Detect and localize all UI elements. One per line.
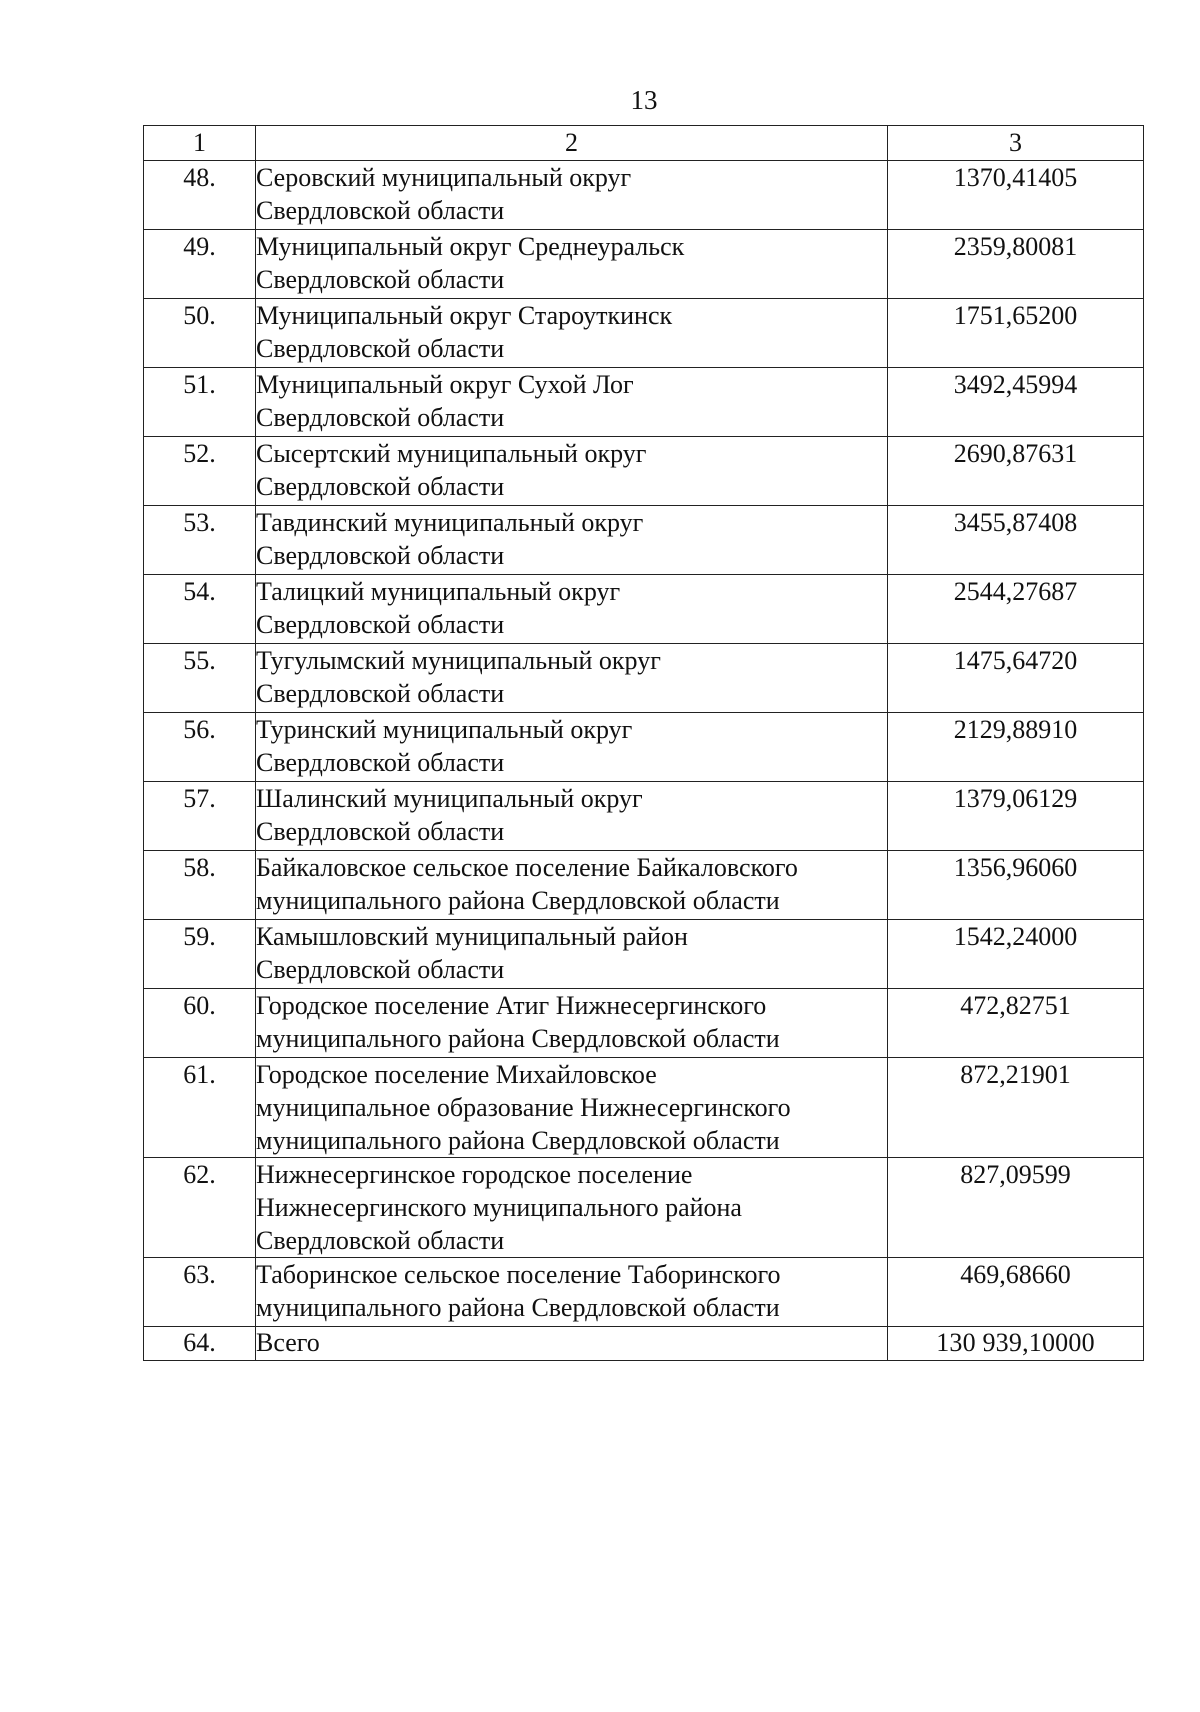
name-line: Свердловской области	[256, 955, 505, 984]
municipality-name	[256, 368, 888, 437]
name-line: Камышловский муниципальный район	[256, 922, 688, 951]
name-line: Тавдинский муниципальный округ	[256, 508, 644, 537]
amount-value: 469,68660	[888, 1258, 1144, 1327]
table-row	[144, 644, 1144, 713]
amount-value: 472,82751	[888, 989, 1144, 1058]
name-line: муниципального района Свердловской области	[256, 1024, 780, 1053]
name-line: Тугулымский муниципальный округ	[256, 646, 661, 675]
name-line: Свердловской области	[256, 748, 505, 777]
table-row	[144, 437, 1144, 506]
name-line: Свердловской области	[256, 472, 505, 501]
row-number: 48.	[144, 161, 256, 230]
table-row	[144, 575, 1144, 644]
municipality-name	[256, 644, 888, 713]
table-row	[144, 1058, 1144, 1158]
name-line: Шалинский муниципальный округ	[256, 784, 643, 813]
name-line: Муниципальный округ Среднеуральск	[256, 232, 685, 261]
table-row	[144, 161, 1144, 230]
table-row	[144, 230, 1144, 299]
name-line: Свердловской области	[256, 541, 505, 570]
name-line: Свердловской области	[256, 1226, 505, 1255]
row-number: 64.	[144, 1327, 256, 1361]
name-line: Городское поселение Атиг Нижнесергинского	[256, 991, 767, 1020]
municipality-name	[256, 575, 888, 644]
amount-value: 2359,80081	[888, 230, 1144, 299]
row-number: 57.	[144, 782, 256, 851]
amount-value: 2129,88910	[888, 713, 1144, 782]
amount-value: 3492,45994	[888, 368, 1144, 437]
table-row	[144, 506, 1144, 575]
name-line: Свердловской области	[256, 403, 505, 432]
table-row	[144, 851, 1144, 920]
amount-value: 1379,06129	[888, 782, 1144, 851]
name-line: Свердловской области	[256, 334, 505, 363]
name-line: Талицкий муниципальный округ	[256, 577, 621, 606]
row-number: 54.	[144, 575, 256, 644]
amount-value: 827,09599	[888, 1158, 1144, 1258]
table-row	[144, 782, 1144, 851]
name-line: муниципального района Свердловской области	[256, 1126, 780, 1155]
table-row	[144, 299, 1144, 368]
table-row	[144, 713, 1144, 782]
amount-value: 2690,87631	[888, 437, 1144, 506]
name-line: Свердловской области	[256, 610, 505, 639]
municipality-name	[256, 1158, 888, 1258]
table-row	[144, 1158, 1144, 1258]
column-header-name: 2	[256, 126, 888, 161]
row-number: 63.	[144, 1258, 256, 1327]
municipality-name	[256, 230, 888, 299]
name-line: Таборинское сельское поселение Таборинского	[256, 1260, 781, 1289]
amount-value: 1751,65200	[888, 299, 1144, 368]
name-line: Свердловской области	[256, 196, 505, 225]
municipality-name	[256, 161, 888, 230]
column-header-number: 1	[144, 126, 256, 161]
name-line: муниципального района Свердловской области	[256, 1293, 780, 1322]
row-number: 62.	[144, 1158, 256, 1258]
total-row	[144, 1327, 1144, 1361]
name-line: Свердловской области	[256, 817, 505, 846]
row-number: 53.	[144, 506, 256, 575]
name-line: Муниципальный округ Сухой Лог	[256, 370, 634, 399]
row-number: 60.	[144, 989, 256, 1058]
amount-value: 1356,96060	[888, 851, 1144, 920]
municipality-name	[256, 1258, 888, 1327]
municipality-name	[256, 437, 888, 506]
row-number: 61.	[144, 1058, 256, 1158]
row-number: 51.	[144, 368, 256, 437]
table-row	[144, 368, 1144, 437]
name-line: Серовский муниципальный округ	[256, 163, 632, 192]
column-header-value: 3	[888, 126, 1144, 161]
amount-value: 2544,27687	[888, 575, 1144, 644]
municipality-name	[256, 299, 888, 368]
name-line: Муниципальный округ Староуткинск	[256, 301, 673, 330]
municipality-name	[256, 506, 888, 575]
name-line: Байкаловское сельское поселение Байкаловского	[256, 853, 798, 882]
table-row	[144, 1258, 1144, 1327]
table-header-row	[144, 126, 1144, 161]
municipality-name	[256, 1058, 888, 1158]
allocation-table	[143, 125, 1144, 1361]
row-number: 56.	[144, 713, 256, 782]
municipality-name	[256, 713, 888, 782]
name-line: Свердловской области	[256, 679, 505, 708]
name-line: Свердловской области	[256, 265, 505, 294]
name-line: муниципальное образование Нижнесергинского	[256, 1093, 791, 1122]
row-number: 58.	[144, 851, 256, 920]
amount-value: 872,21901	[888, 1058, 1144, 1158]
row-number: 55.	[144, 644, 256, 713]
table-row	[144, 920, 1144, 989]
municipality-name	[256, 851, 888, 920]
name-line: муниципального района Свердловской области	[256, 886, 780, 915]
name-line: Городское поселение Михайловское	[256, 1060, 657, 1089]
name-line: Туринский муниципальный округ	[256, 715, 633, 744]
row-number: 50.	[144, 299, 256, 368]
total-value: 130 939,10000	[888, 1327, 1144, 1361]
row-number: 59.	[144, 920, 256, 989]
row-number: 52.	[144, 437, 256, 506]
row-number: 49.	[144, 230, 256, 299]
table-row	[144, 989, 1144, 1058]
amount-value: 1370,41405	[888, 161, 1144, 230]
amount-value: 1542,24000	[888, 920, 1144, 989]
page-number: 13	[630, 85, 658, 115]
municipality-name	[256, 782, 888, 851]
amount-value: 1475,64720	[888, 644, 1144, 713]
name-line: Нижнесергинского муниципального района	[256, 1193, 742, 1222]
name-line: Сысертский муниципальный округ	[256, 439, 647, 468]
amount-value: 3455,87408	[888, 506, 1144, 575]
municipality-name	[256, 989, 888, 1058]
name-line: Нижнесергинское городское поселение	[256, 1160, 693, 1189]
municipality-name	[256, 920, 888, 989]
total-label: Всего	[256, 1327, 888, 1361]
